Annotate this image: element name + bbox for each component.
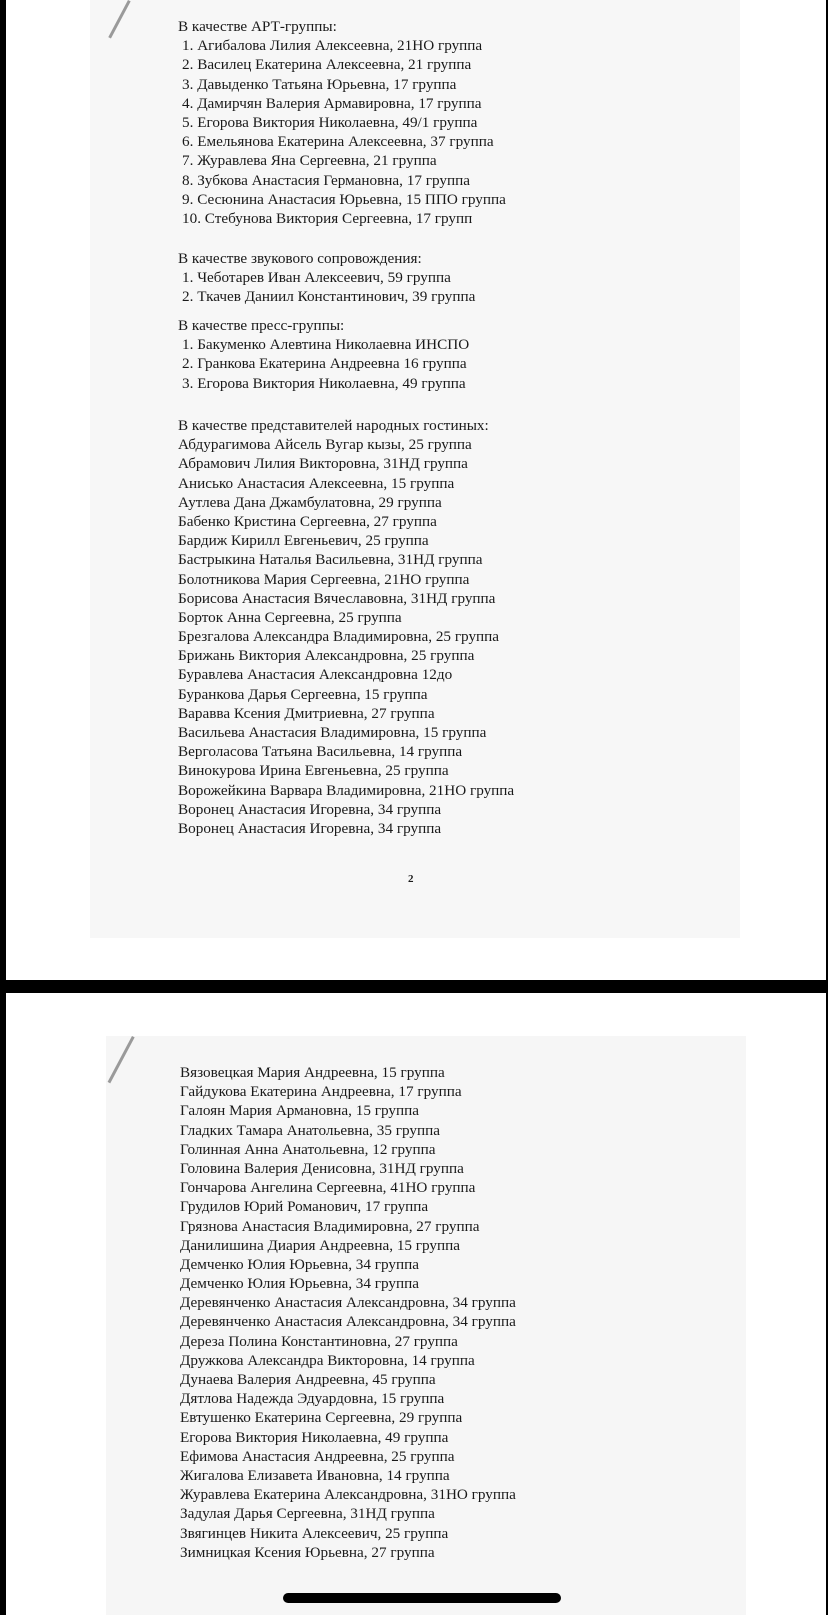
list-item: 8. Зубкова Анастасия Германовна, 17 группа xyxy=(182,171,470,189)
section-heading: В качестве АРТ-группы: xyxy=(178,18,337,35)
list-item: Варавва Ксения Дмитриевна, 27 группа xyxy=(178,704,435,722)
list-item: Евтушенко Екатерина Сергеевна, 29 группа xyxy=(180,1409,463,1427)
list-item: Жигалова Елизавета Ивановна, 14 группа xyxy=(180,1466,450,1484)
document-page-1 xyxy=(6,0,826,980)
list-item: 3. Егорова Виктория Николаевна, 49 группа xyxy=(182,374,466,392)
list-item: Воронец Анастасия Игоревна, 34 группа xyxy=(178,819,442,837)
section-people-lounges-continued xyxy=(180,1063,516,1562)
section-press xyxy=(178,316,469,393)
section-people-lounges xyxy=(178,416,514,838)
list-item: Звягинцев Никита Алексеевич, 25 группа xyxy=(180,1524,449,1542)
list-item: Анисько Анастасия Алексеевна, 15 группа xyxy=(178,474,455,492)
section-heading: В качестве представителей народных гостиных: xyxy=(178,417,489,434)
list-item: Бардиж Кирилл Евгеньевич, 25 группа xyxy=(178,532,429,550)
list-item: Аутлева Дана Джамбулатовна, 29 группа xyxy=(178,493,442,511)
list-item: Брижань Виктория Александровна, 25 группа xyxy=(178,647,475,665)
list-item: Борисова Анастасия Вячеславовна, 31НД группа xyxy=(178,589,496,607)
list-item: 2. Ткачев Даниил Константинович, 39 группа xyxy=(182,288,476,306)
page-number: 2 xyxy=(408,873,414,885)
list-item: Вязовецкая Мария Андреевна, 15 группа xyxy=(180,1064,445,1081)
list-item: 10. Стебунова Виктория Сергеевна, 17 групп xyxy=(182,209,473,227)
list-item: Демченко Юлия Юрьевна, 34 группа xyxy=(180,1255,420,1273)
list-item: Брезгалова Александра Владимировна, 25 группа xyxy=(178,628,500,646)
section-heading: В качестве звукового сопровождения: xyxy=(178,250,422,267)
list-item: Болотникова Мария Сергеевна, 21НО группа xyxy=(178,570,470,588)
list-item: 1. Бакуменко Алевтина Николаевна ИНСПО xyxy=(182,336,470,354)
list-item: Журавлева Екатерина Александровна, 31НО группа xyxy=(180,1486,516,1504)
list-item: Егорова Виктория Николаевна, 49 группа xyxy=(180,1428,449,1446)
list-item: Данилишина Диария Андреевна, 15 группа xyxy=(180,1236,461,1254)
list-item: 4. Дамирчян Валерия Армавировна, 17 группа xyxy=(182,94,482,112)
list-item: Деревянченко Анастасия Александровна, 34 группа xyxy=(180,1313,516,1331)
list-item: 2. Василец Екатерина Алексеевна, 21 группа xyxy=(182,56,472,74)
list-item: 1. Чеботарев Иван Алексеевич, 59 группа xyxy=(182,269,451,287)
section-heading: В качестве пресс-группы: xyxy=(178,317,345,334)
list-item: 2. Гранкова Екатерина Андреевна 16 группа xyxy=(182,355,467,373)
section-sound xyxy=(178,249,475,307)
list-item: Буранкова Дарья Сергеевна, 15 группа xyxy=(178,685,428,703)
list-item: Головина Валерия Денисовна, 31НД группа xyxy=(180,1159,464,1177)
home-indicator[interactable] xyxy=(283,1593,561,1603)
list-item: Гладких Тамара Анатольевна, 35 группа xyxy=(180,1121,440,1139)
list-item: 1. Агибалова Лилия Алексеевна, 21НО группа xyxy=(182,37,483,55)
document-page-2 xyxy=(6,993,826,1615)
list-item: Васильева Анастасия Владимировна, 15 группа xyxy=(178,724,487,741)
list-item: Галоян Мария Армановна, 15 группа xyxy=(180,1102,419,1120)
list-item: Грудилов Юрий Романович, 17 группа xyxy=(180,1198,429,1216)
list-item: Грязнова Анастасия Владимировна, 27 группа xyxy=(180,1217,480,1235)
list-item: Ворожейкина Варвара Владимировна, 21НО группа xyxy=(178,781,515,799)
list-item: Деревянченко Анастасия Александровна, 34 группа xyxy=(180,1294,516,1312)
list-item: Воронец Анастасия Игоревна, 34 группа xyxy=(178,800,442,818)
list-item: Бабенко Кристина Сергеевна, 27 группа xyxy=(178,512,437,530)
list-item: Гончарова Ангелина Сергеевна, 41НО группа xyxy=(180,1179,476,1197)
list-item: Абдурагимова Айсель Вугар кызы, 25 группа xyxy=(178,436,472,454)
list-item: 9. Сесюнина Анастасия Юрьевна, 15 ППО группа xyxy=(182,190,506,208)
list-item: 3. Давыденко Татьяна Юрьевна, 17 группа xyxy=(182,75,457,93)
list-item: Дунаева Валерия Андреевна, 45 группа xyxy=(180,1371,436,1388)
list-item: 5. Егорова Виктория Николаевна, 49/1 группа xyxy=(182,113,478,131)
list-item: Абрамович Лилия Викторовна, 31НД группа xyxy=(178,455,468,473)
list-item: Буравлева Анастасия Александровна 12до xyxy=(178,666,453,684)
list-item: Гайдукова Екатерина Андреевна, 17 группа xyxy=(180,1083,462,1101)
list-item: Дереза Полина Константиновна, 27 группа xyxy=(180,1332,458,1350)
list-item: Верголасова Татьяна Васильевна, 14 группа xyxy=(178,743,463,761)
list-item: Демченко Юлия Юрьевна, 34 группа xyxy=(180,1275,420,1293)
section-art-group xyxy=(178,17,506,228)
list-item: 6. Емельянова Екатерина Алексеевна, 37 группа xyxy=(182,133,494,151)
list-item: 7. Журавлева Яна Сергеевна, 21 группа xyxy=(182,152,437,170)
list-item: Бастрыкина Наталья Васильевна, 31НД группа xyxy=(178,551,483,569)
list-item: Винокурова Ирина Евгеньевна, 25 группа xyxy=(178,762,449,780)
list-item: Зимницкая Ксения Юрьевна, 27 группа xyxy=(180,1543,435,1561)
list-item: Борток Анна Сергеевна, 25 группа xyxy=(178,608,402,626)
list-item: Задулая Дарья Сергеевна, 31НД группа xyxy=(180,1505,435,1523)
list-item: Дружкова Александра Викторовна, 14 группа xyxy=(180,1351,475,1369)
list-item: Дятлова Надежда Эдуардовна, 15 группа xyxy=(180,1390,445,1408)
list-item: Голинная Анна Анатольевна, 12 группа xyxy=(180,1140,436,1158)
list-item: Ефимова Анастасия Андреевна, 25 группа xyxy=(180,1447,455,1465)
